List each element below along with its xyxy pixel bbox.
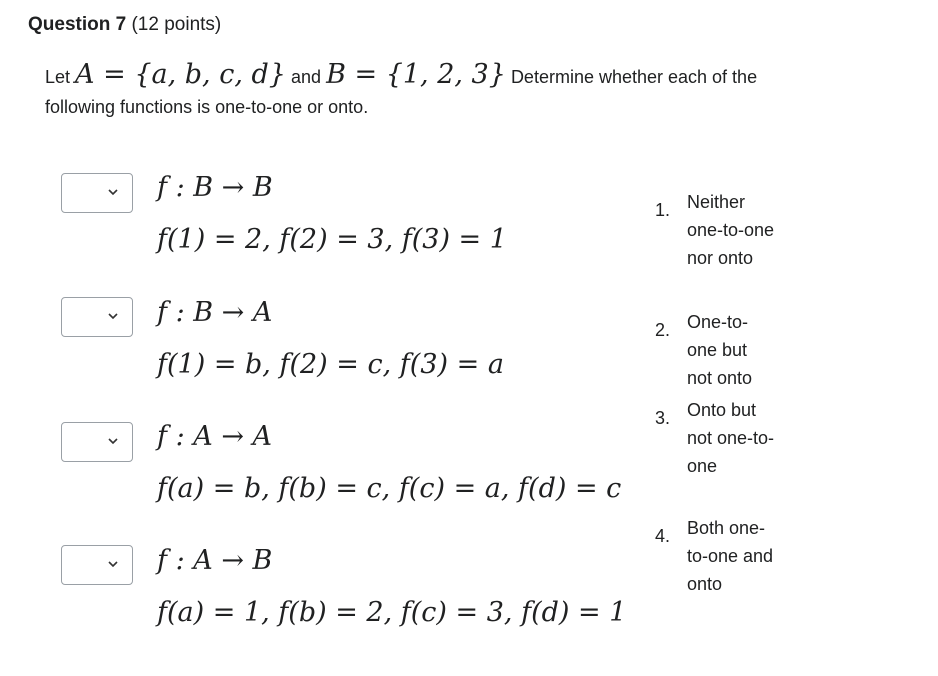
- answer-text: Onto but not one-to-one: [687, 400, 775, 476]
- question-title: Question 7: [28, 14, 127, 35]
- answer-text: One-to-one but not onto: [687, 312, 753, 388]
- matching-item: [0, 297, 640, 417]
- answer-dropdown[interactable]: [61, 173, 133, 213]
- chevron-down-icon: [108, 188, 118, 196]
- prompt-instructions: Determine whether each of the following functions is one-to-one or onto.: [45, 67, 758, 117]
- question-points: (12 points): [131, 14, 222, 35]
- answer-number: 4.: [655, 526, 671, 546]
- answer-dropdown[interactable]: [61, 545, 133, 585]
- prompt-let: Let: [45, 67, 71, 87]
- answer-number: 3.: [655, 408, 671, 428]
- function-mapping: f(a) = b, f(b) = c, f(c) = a, f(d) = c: [157, 473, 622, 504]
- answer-dropdown[interactable]: [61, 422, 133, 462]
- function-signature: f : B → A: [157, 297, 273, 328]
- function-mapping: f(1) = b, f(2) = c, f(3) = a: [157, 349, 504, 380]
- question-header: [28, 14, 221, 36]
- function-signature: f : A → B: [157, 545, 273, 576]
- chevron-down-icon: [108, 437, 118, 445]
- function-mapping: f(a) = 1, f(b) = 2, f(c) = 3, f(d) = 1: [157, 597, 627, 628]
- matching-item: [0, 172, 640, 292]
- answer-dropdown[interactable]: [61, 297, 133, 337]
- function-signature: f : A → A: [157, 421, 273, 452]
- answer-text: Neither one-to-one nor onto: [687, 192, 775, 268]
- answer-text: Both one-to-one and onto: [687, 518, 774, 594]
- question-prompt: [45, 60, 805, 122]
- chevron-down-icon: [108, 312, 118, 320]
- prompt-and: and: [291, 67, 322, 87]
- matching-item: [0, 545, 640, 665]
- set-a-definition: A = {a, b, c, d}: [75, 59, 286, 90]
- matching-item: [0, 421, 640, 541]
- set-b-definition: B = {1, 2, 3}: [326, 59, 506, 90]
- answer-number: 2.: [655, 320, 671, 340]
- chevron-down-icon: [108, 560, 118, 568]
- function-mapping: f(1) = 2, f(2) = 3, f(3) = 1: [157, 224, 507, 255]
- answer-number: 1.: [655, 200, 671, 220]
- function-signature: f : B → B: [157, 172, 273, 203]
